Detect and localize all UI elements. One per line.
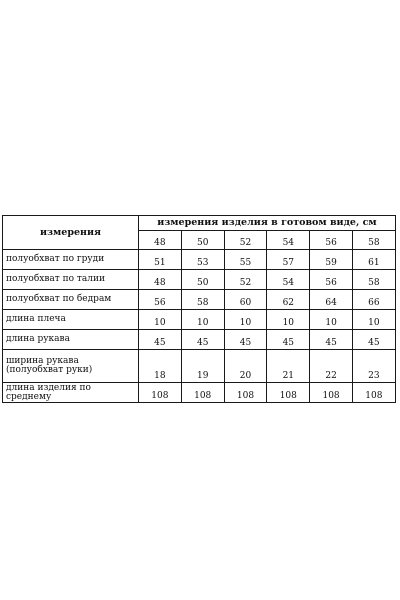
size-header: 56 [310,231,353,250]
table-cell: 45 [224,330,267,350]
table-cell: 10 [139,310,182,330]
table-cell: 57 [267,250,310,270]
table-cell: 58 [181,290,224,310]
row-label: длина рукава [3,330,139,350]
table-row-waist [3,270,396,290]
table-cell: 108 [352,383,395,403]
table-row-shoulder [3,310,396,330]
table-row-hips [3,290,396,310]
table-cell: 10 [181,310,224,330]
table-row-sleeve-width [3,350,396,383]
table-cell: 58 [352,270,395,290]
size-chart-table [2,215,396,403]
table-cell: 10 [267,310,310,330]
table-cell: 10 [352,310,395,330]
size-header: 50 [181,231,224,250]
table-row-chest [3,250,396,270]
table-cell: 45 [267,330,310,350]
table-cell: 52 [224,270,267,290]
table-cell: 60 [224,290,267,310]
table-cell: 45 [139,330,182,350]
table-cell: 59 [310,250,353,270]
row-label: длина плеча [3,310,139,330]
table-cell: 22 [310,350,353,383]
table-cell: 45 [181,330,224,350]
size-header: 52 [224,231,267,250]
row-label: полуобхват по талии [3,270,139,290]
size-header: 58 [352,231,395,250]
table-cell: 108 [310,383,353,403]
table-cell: 108 [224,383,267,403]
row-label: полуобхват по бедрам [3,290,139,310]
measure-header: измерения [3,216,139,250]
table-cell: 108 [139,383,182,403]
table-cell: 45 [310,330,353,350]
group-header: измерения изделия в готовом виде, см [139,216,396,231]
row-label-line1: ширина рукава [6,356,79,366]
table-cell: 56 [310,270,353,290]
table-header-row [3,216,396,231]
table-cell: 64 [310,290,353,310]
table-cell: 10 [310,310,353,330]
table-row-sleeve-length [3,330,396,350]
table-cell: 48 [139,270,182,290]
table-row-garment-length [3,383,396,403]
row-label [3,350,139,383]
table-cell: 51 [139,250,182,270]
table-cell: 50 [181,270,224,290]
table-cell: 45 [352,330,395,350]
table-cell: 56 [139,290,182,310]
table-cell: 20 [224,350,267,383]
size-header: 54 [267,231,310,250]
row-label-line2: (полуобхват руки) [6,365,93,375]
table-cell: 53 [181,250,224,270]
table-cell: 18 [139,350,182,383]
table-cell: 19 [181,350,224,383]
table-cell: 66 [352,290,395,310]
table-cell: 61 [352,250,395,270]
row-label: полуобхват по груди [3,250,139,270]
table-cell: 21 [267,350,310,383]
table-cell: 54 [267,270,310,290]
table-cell: 108 [181,383,224,403]
table-cell: 10 [224,310,267,330]
table-cell: 55 [224,250,267,270]
size-header: 48 [139,231,182,250]
table-cell: 23 [352,350,395,383]
row-label: длина изделия по среднему [3,383,139,403]
table-cell: 108 [267,383,310,403]
table-cell: 62 [267,290,310,310]
